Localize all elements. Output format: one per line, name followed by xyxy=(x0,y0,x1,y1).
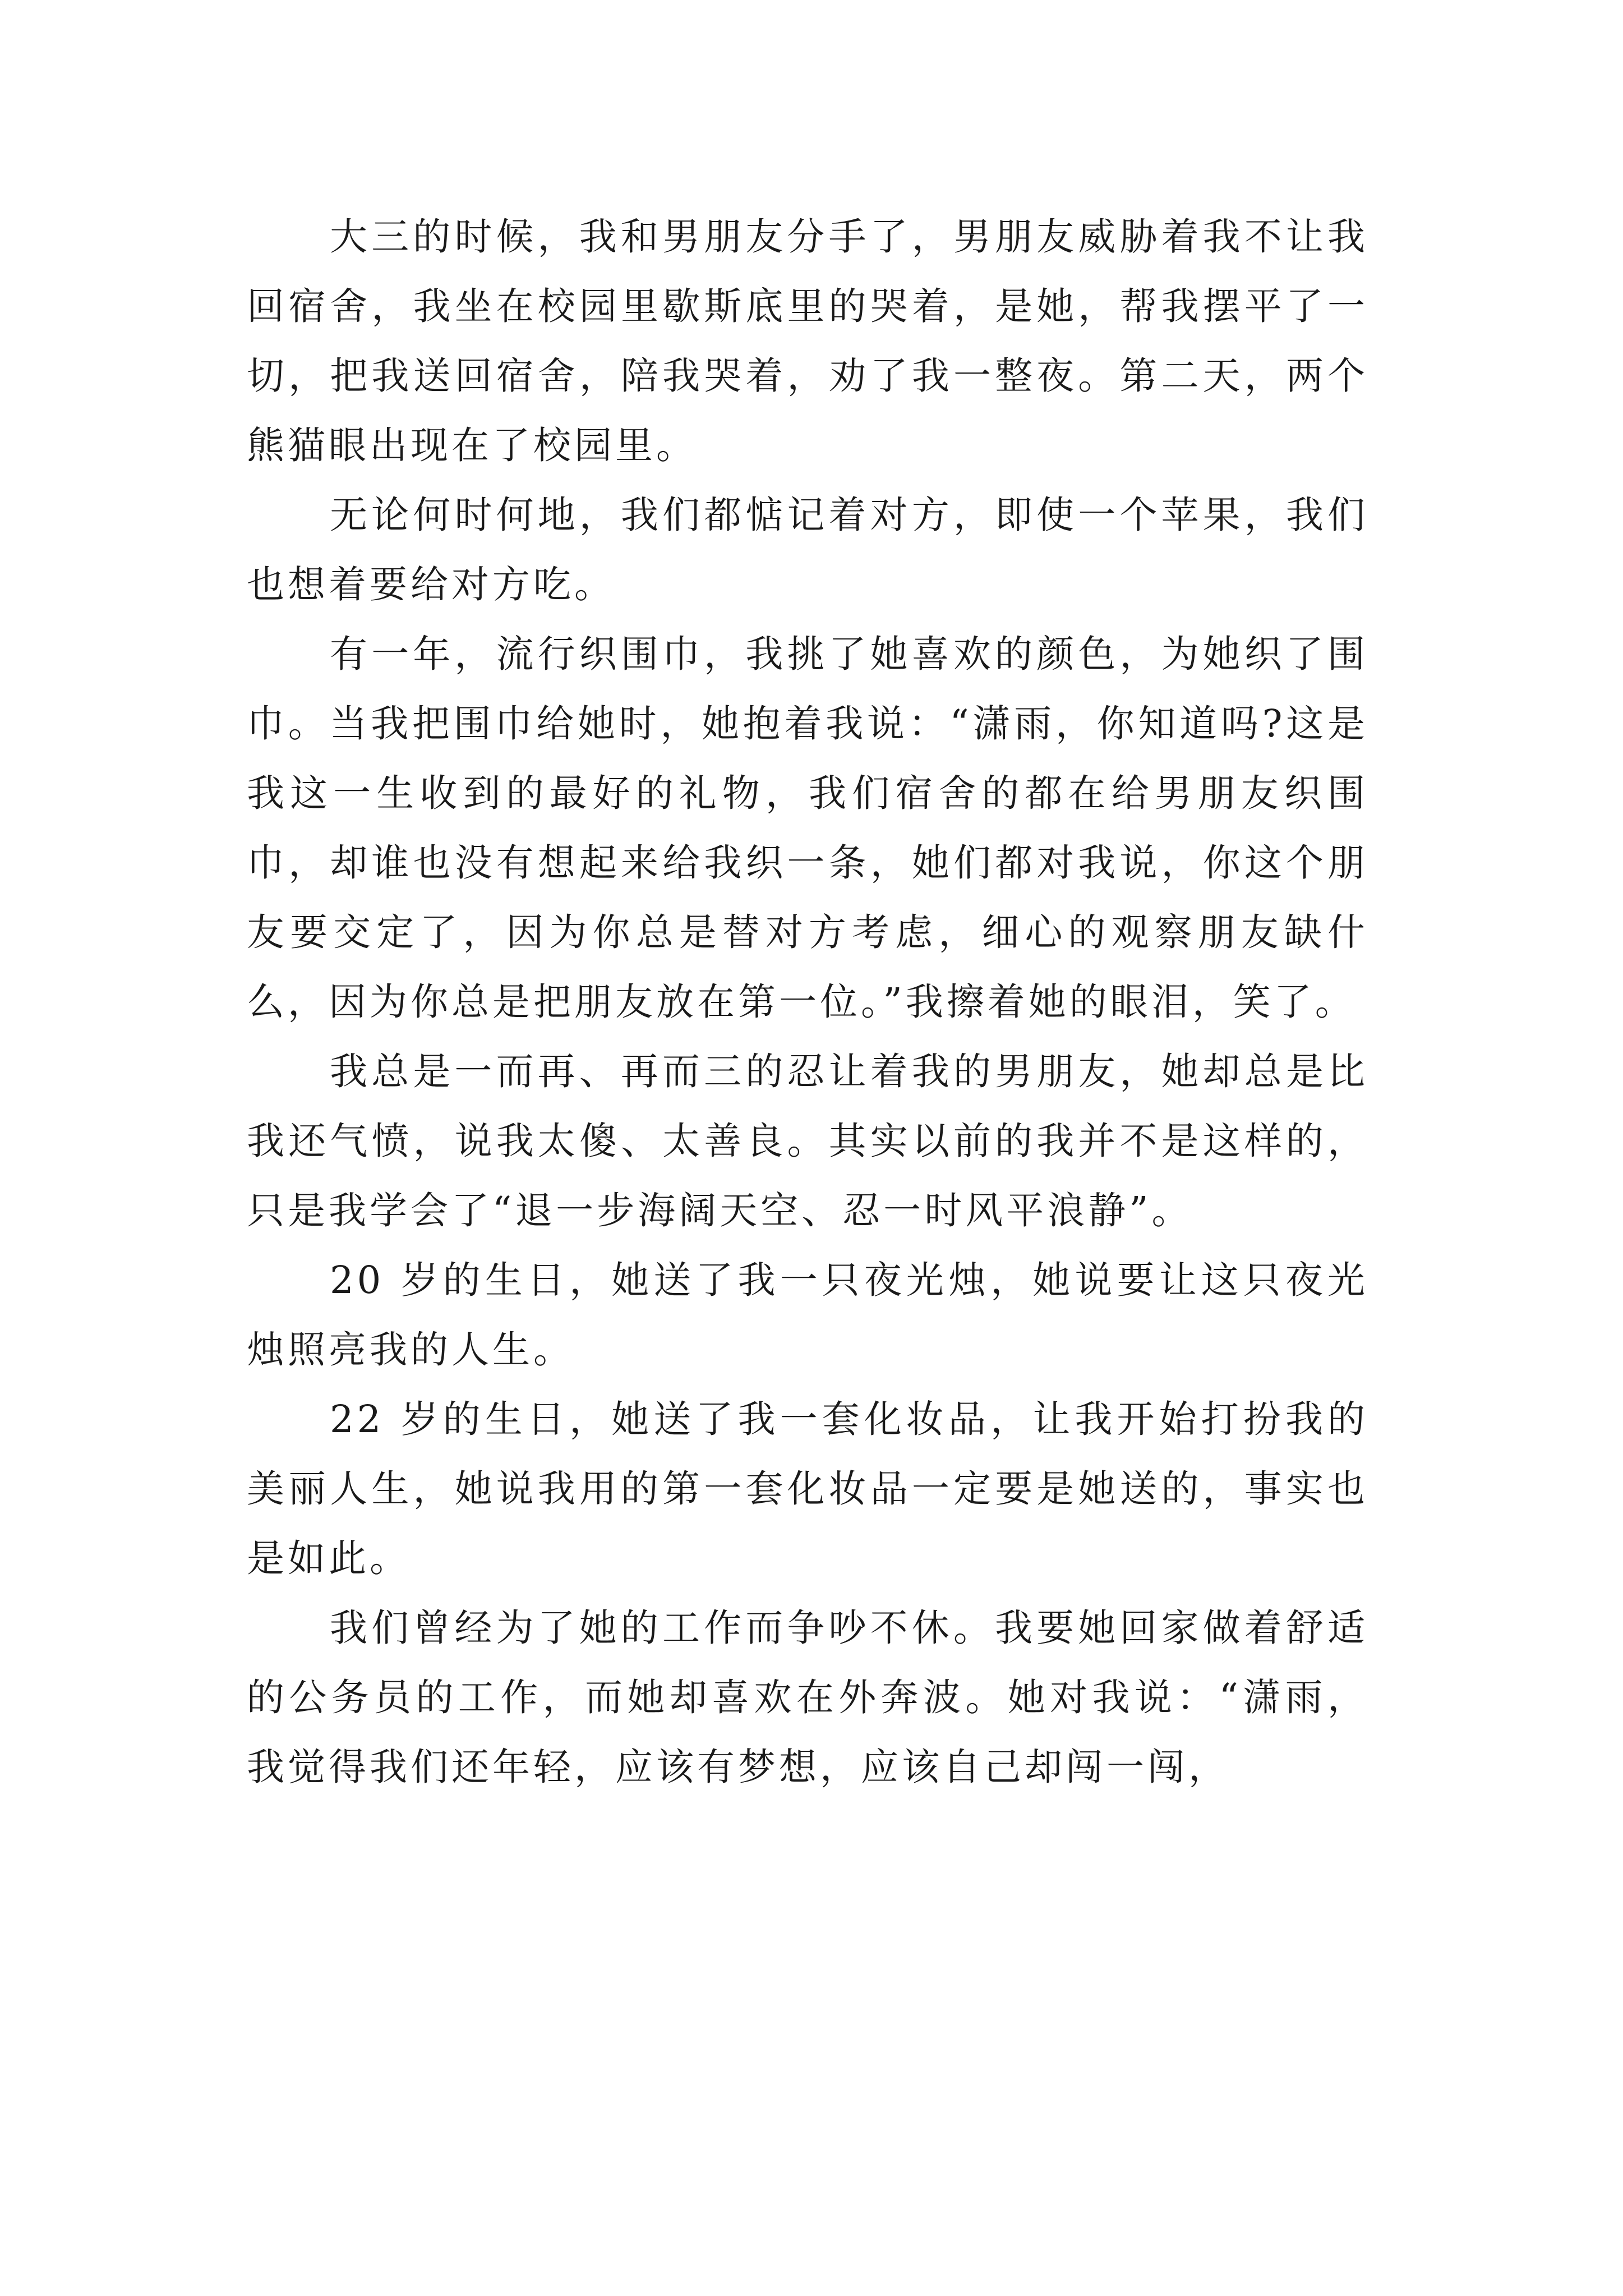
paragraph: 我们曾经为了她的工作而争吵不休。我要她回家做着舒适的公务员的工作，而她却喜欢在外奔波。她对我说：“潇雨，我觉得我们还年轻，应该有梦想，应该自己却闯一闯， xyxy=(247,1606,1368,1789)
paragraph: 22 岁的生日，她送了我一套化妆品，让我开始打扮我的美丽人生，她说我用的第一套化妆品一定要是她送的，事实也是如此。 xyxy=(247,1397,1368,1580)
paragraph: 无论何时何地，我们都惦记着对方，即使一个苹果，我们也想着要给对方吃。 xyxy=(247,493,1368,606)
paragraph: 有一年，流行织围巾，我挑了她喜欢的颜色，为她织了围巾。当我把围巾给她时，她抱着我说：“潇雨，你知道吗?这是我这一生收到的最好的礼物，我们宿舍的都在给男朋友织围巾，却谁也没有想起来给我织一条，她们都对我说，你这个朋友要交定了，因为你总是替对方考虑，细心的观察朋友缺什么，因为你总是把朋友放在第一位。”我擦着她的眼泪，笑了。 xyxy=(247,632,1368,1024)
paragraph: 大三的时候，我和男朋友分手了，男朋友威胁着我不让我回宿舍，我坐在校园里歇斯底里的哭着，是她，帮我摆平了一切，把我送回宿舍，陪我哭着，劝了我一整夜。第二天，两个熊猫眼出现在了校园里。 xyxy=(247,215,1368,467)
paragraph: 我总是一而再、再而三的忍让着我的男朋友，她却总是比我还气愤，说我太傻、太善良。其实以前的我并不是这样的，只是我学会了“退一步海阔天空、忍一时风平浪静”。 xyxy=(247,1050,1368,1232)
paragraph: 20 岁的生日，她送了我一只夜光烛，她说要让这只夜光烛照亮我的人生。 xyxy=(247,1258,1368,1372)
document-body xyxy=(247,202,1368,1802)
